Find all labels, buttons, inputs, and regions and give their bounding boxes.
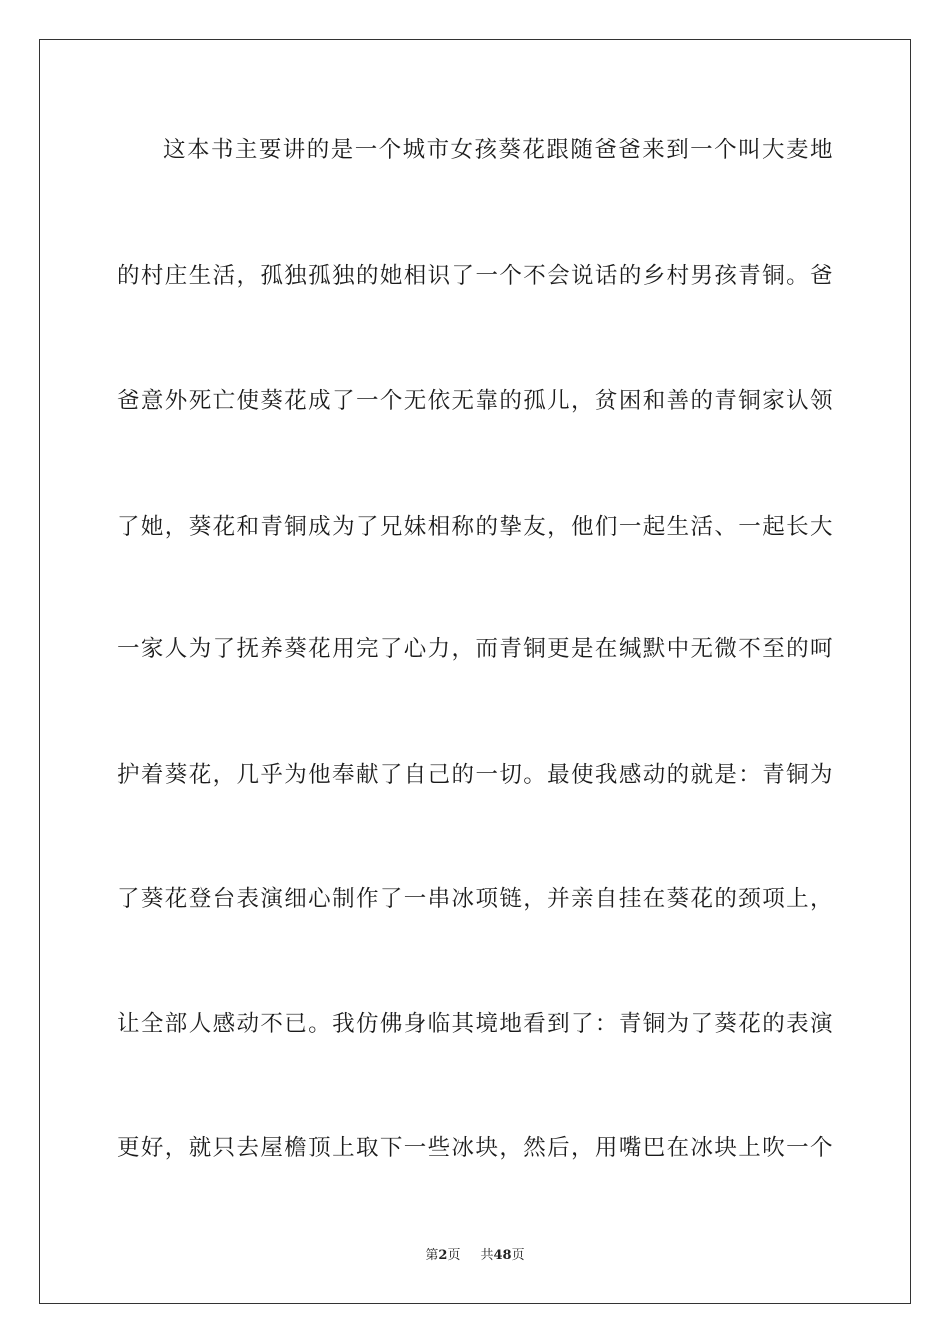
total-prefix: 共 (480, 1248, 494, 1263)
total-pages-number: 48 (493, 1248, 512, 1263)
text-line: 了葵花登台表演细心制作了一串冰项链，并亲自挂在葵花的颈项上， (117, 886, 833, 912)
total-suffix: 页 (511, 1248, 525, 1263)
page-border (39, 39, 911, 1304)
text-line: 一家人为了抚养葵花用完了心力，而青铜更是在缄默中无微不至的呵 (117, 636, 833, 662)
text-line: 这本书主要讲的是一个城市女孩葵花跟随爸爸来到一个叫大麦地 (163, 137, 833, 163)
text-line: 更好，就只去屋檐顶上取下一些冰块，然后，用嘴巴在冰块上吹一个 (117, 1135, 833, 1161)
page-prefix: 第 (425, 1248, 439, 1263)
text-line: 护着葵花，几乎为他奉献了自己的一切。最使我感动的就是：青铜为 (117, 762, 833, 788)
text-line: 爸意外死亡使葵花成了一个无依无靠的孤儿，贫困和善的青铜家认领 (117, 388, 833, 414)
current-page-number: 2 (438, 1248, 448, 1263)
text-line: 让全部人感动不已。我仿佛身临其境地看到了：青铜为了葵花的表演 (117, 1011, 833, 1037)
text-line: 的村庄生活，孤独孤独的她相识了一个不会说话的乡村男孩青铜。爸 (117, 263, 833, 289)
page-footer (0, 1247, 950, 1265)
text-line: 了她，葵花和青铜成为了兄妹相称的挚友，他们一起生活、一起长大 (117, 514, 833, 540)
page-suffix: 页 (447, 1248, 461, 1263)
